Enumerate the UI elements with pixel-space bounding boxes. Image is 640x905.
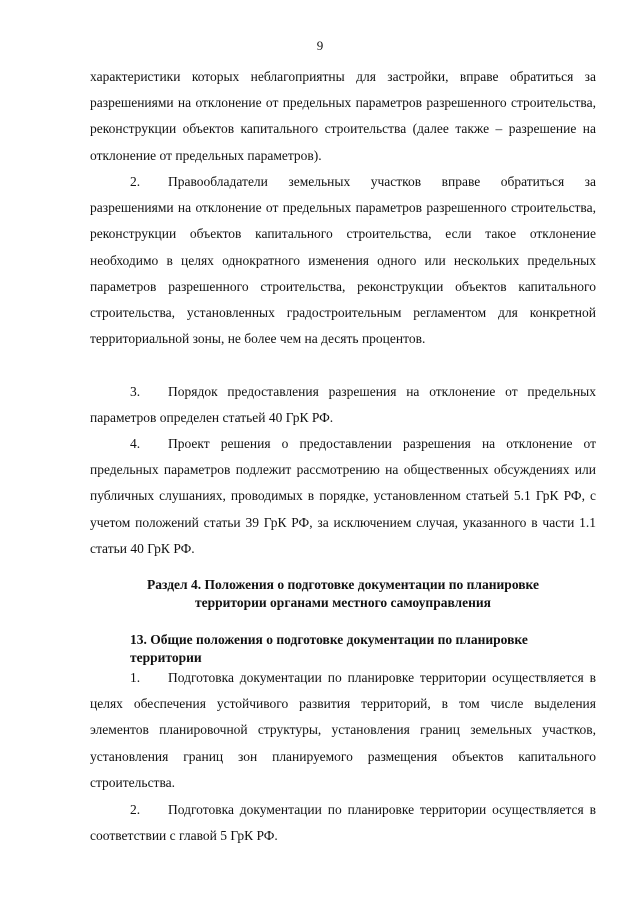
item-number: 2.: [130, 802, 141, 817]
article-paragraph-2: 2. Подготовка документации по планировке территории осуществляется в соответствии с главой 5 ГрК РФ.: [90, 797, 596, 849]
page-number: 9: [316, 38, 324, 53]
article-title: 13. Общие положения о подготовке документации по планировке территории: [130, 632, 528, 665]
paragraph-continuation: характеристики которых неблагоприятны для застройки, вправе обратиться за разрешениями на отклонение от предельных параметров разрешенного строительства, реконструкции объектов капитального строительства (далее также – разрешение на отклонение от предельных параметров).: [90, 69, 596, 163]
section-title: Раздел 4. Положения о подготовке документации по планировке территории органами местного самоуправления: [147, 577, 539, 610]
item-number: 2.: [130, 174, 141, 189]
paragraph-4: 4. Проект решения о предоставлении разрешения на отклонение от предельных параметров подлежит рассмотрению на общественных обсуждениях или публичных слушаниях, проводимых в порядке, установленном статьей 5.1 ГрК РФ, с учетом положений статьи 39 ГрК РФ, за исключением случая, указанного в части 1.1 статьи 40 ГрК РФ.: [90, 431, 596, 562]
paragraph-3: 3. Порядок предоставления разрешения на отклонение от предельных параметров определен статьей 40 ГрК РФ.: [90, 379, 596, 431]
item-number: 1.: [130, 670, 141, 685]
item-number: 3.: [130, 384, 141, 399]
item-number: 4.: [130, 436, 141, 451]
article-paragraph-1: 1. Подготовка документации по планировке территории осуществляется в целях обеспечения устойчивого развития территорий, в том числе выделения элементов планировочной структуры, установления границ земельных участков, установления границ зон планируемого размещения объектов капитального строительства.: [90, 665, 596, 796]
paragraph-2: 2. Правообладатели земельных участков вправе обратиться за разрешениями на отклонение от предельных параметров разрешенного строительства, реконструкции объектов капитального строительства, если такое отклонение необходимо в целях однократного изменения одного или нескольких предельных параметров разрешенного строительства, реконструкции объектов капитального строительства, установленных градостроительным регламентом для конкретной территориальной зоны, не более чем на десять процентов.: [90, 169, 596, 352]
